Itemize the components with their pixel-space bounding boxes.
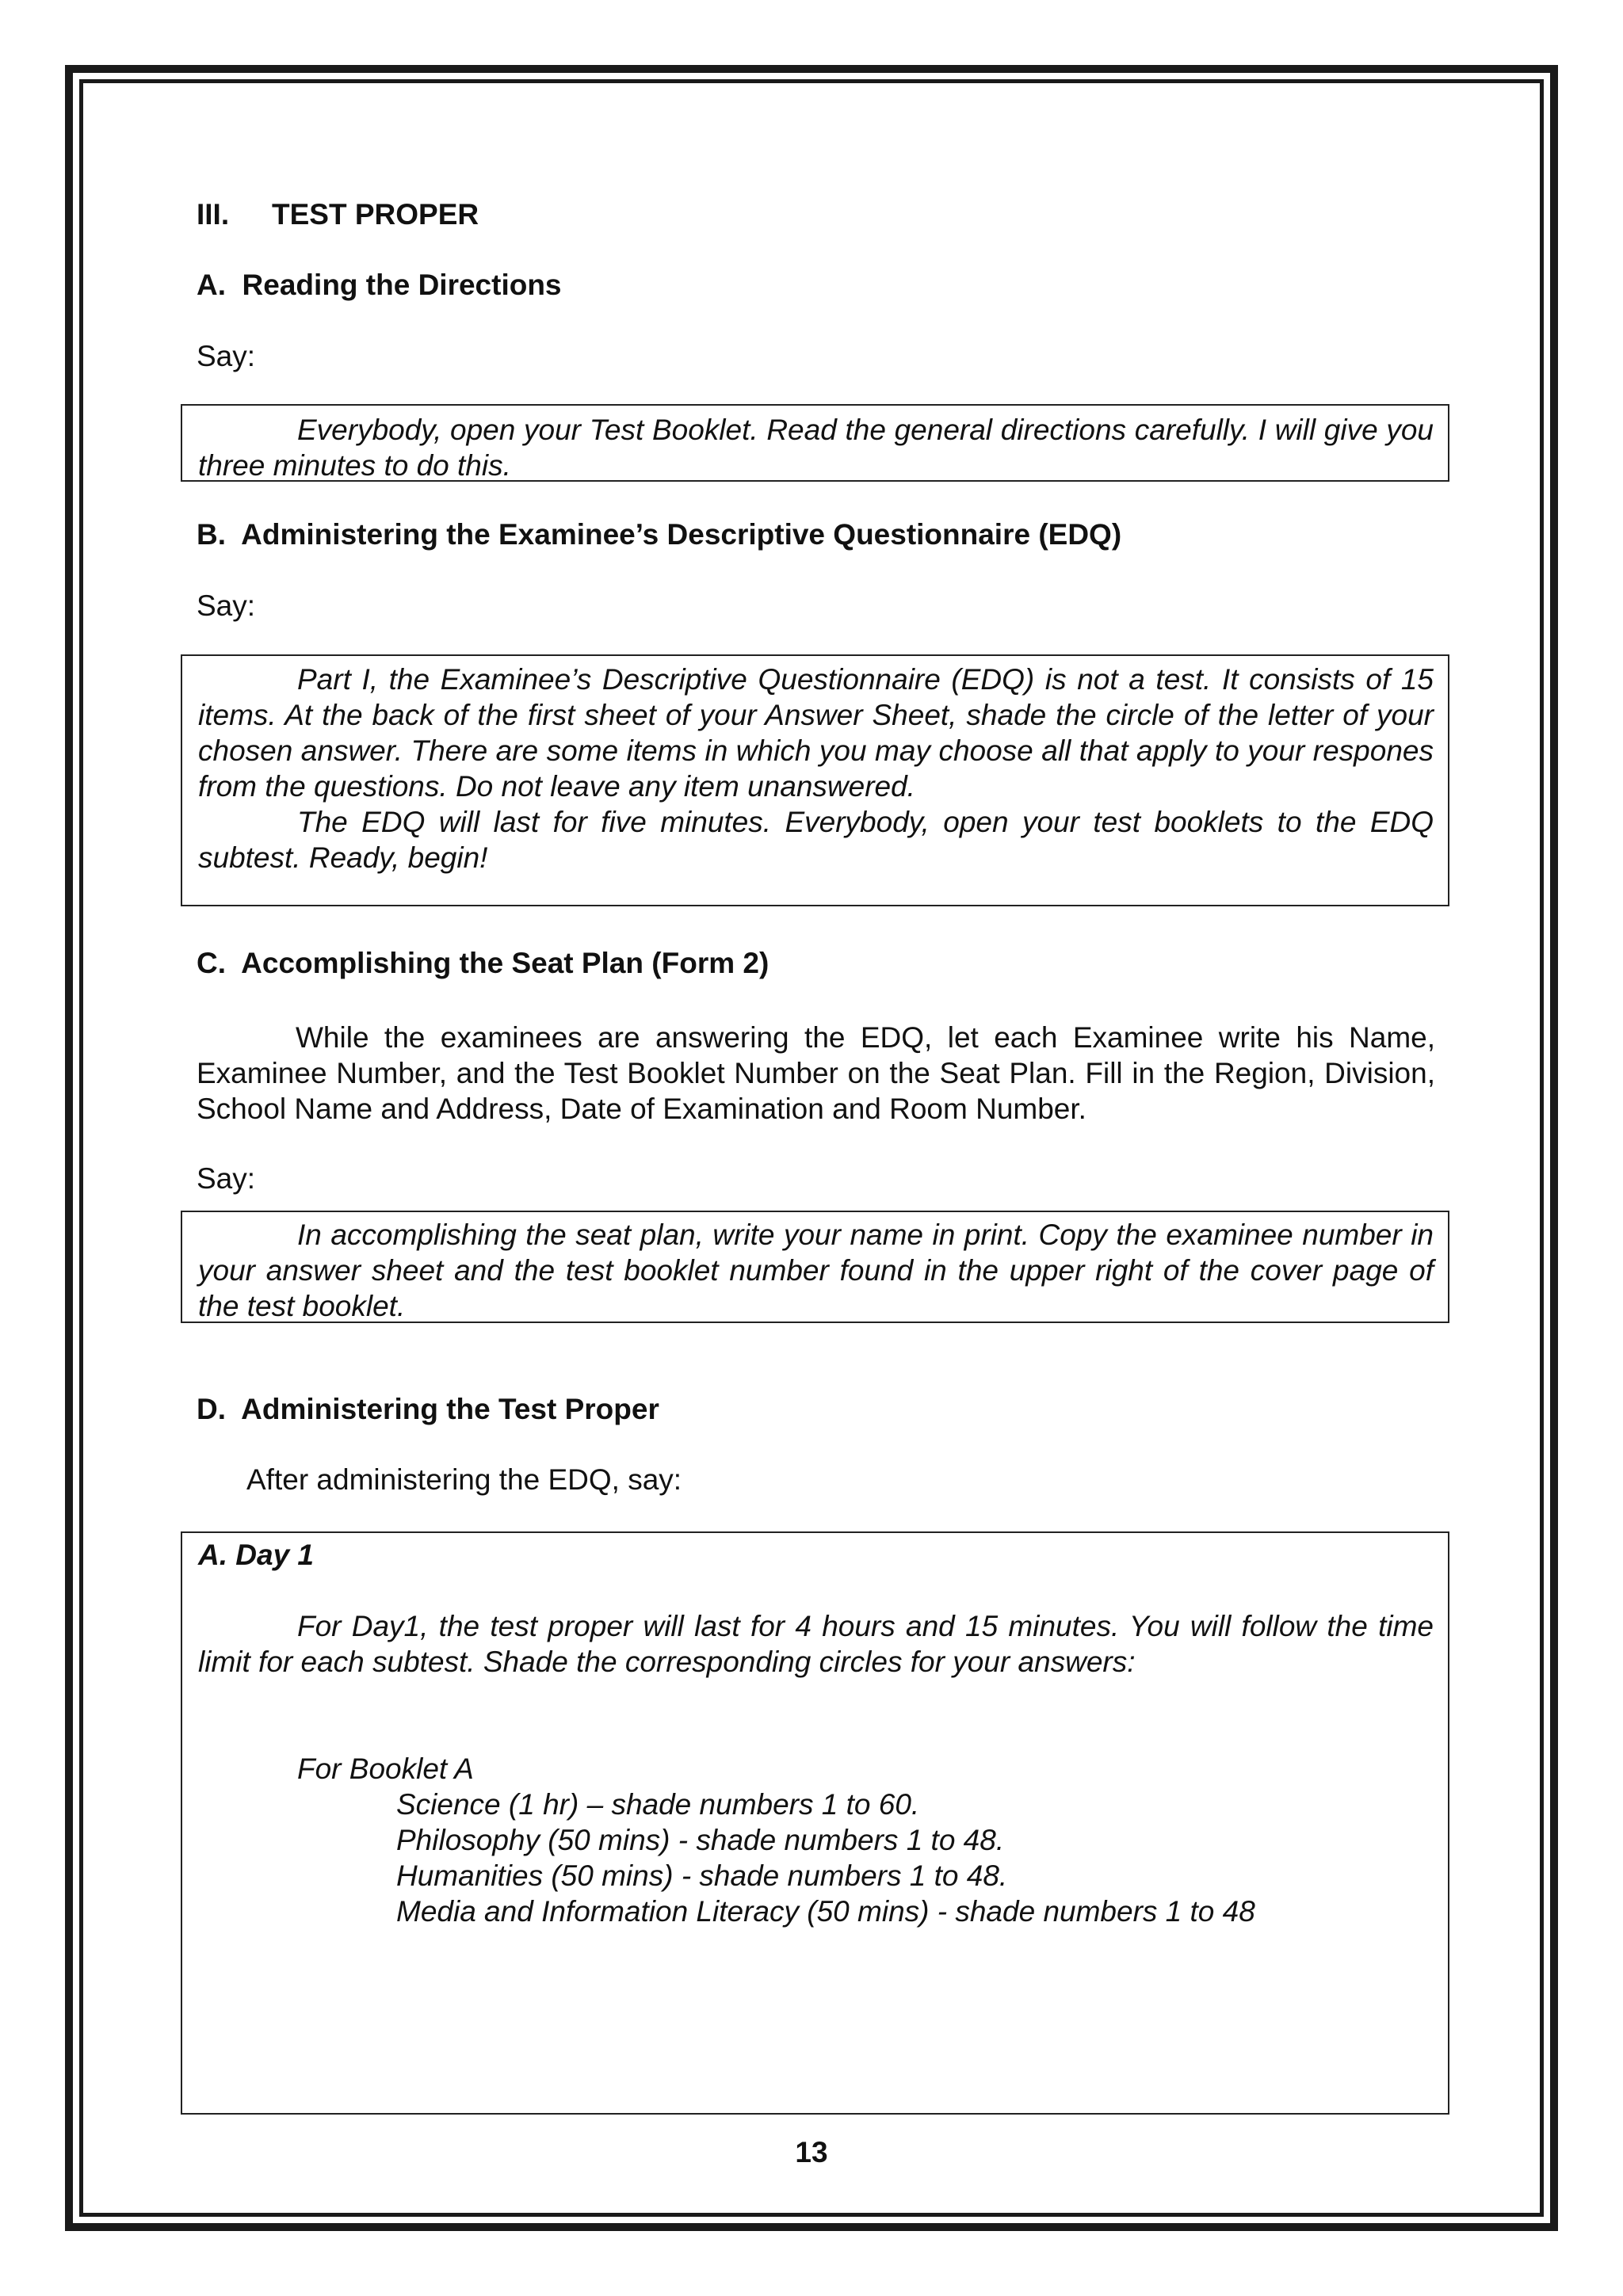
day1-title: A. Day 1 [198, 1539, 315, 1571]
heading-test-proper: D. Administering the Test Proper [197, 1393, 659, 1425]
say-text: In accomplishing the seat plan, write your name in print. Copy the examinee number in your answer sheet and the test booklet number found in the upper right of the cover page of the test booklet. [198, 1219, 1434, 1322]
say-box-day1 [181, 1531, 1449, 2115]
heading-seat-plan: C. Accomplishing the Seat Plan (Form 2) [197, 947, 769, 979]
say-text: The EDQ will last for five minutes. Everybody, open your test booklets to the EDQ subtest. Ready, begin! [198, 806, 1434, 874]
heading-reading-directions: A. Reading the Directions [197, 269, 562, 301]
subtest-item: Humanities (50 mins) - shade numbers 1 to 48. [396, 1859, 1008, 1892]
say-text: Part I, the Examinee’s Descriptive Questionnaire (EDQ) is not a test. It consists of 15 items. At the back of the first sheet of your Answer Sheet, shade the circle of the letter of your chosen answer. There are some items in which you may choose all that apply to your respones from the questions. Do not leave any item unanswered. [198, 663, 1434, 803]
say-label: Say: [197, 589, 256, 622]
say-box-edq [181, 654, 1449, 906]
section-numeral: III. [197, 198, 230, 231]
say-box-reading-directions [181, 404, 1449, 482]
say-text: Everybody, open your Test Booklet. Read the general directions carefully. I will give you three minutes to do this. [198, 414, 1434, 482]
booklet-label: For Booklet A [297, 1753, 474, 1785]
say-label: Say: [197, 1162, 256, 1195]
subtest-item: Philosophy (50 mins) - shade numbers 1 to 48. [396, 1824, 1005, 1856]
say-box-seat-plan [181, 1211, 1449, 1323]
section-title: TEST PROPER [272, 198, 479, 231]
say-label: Say: [197, 340, 256, 372]
test-proper-intro: After administering the EDQ, say: [246, 1463, 682, 1496]
seat-plan-instructions: While the examinees are answering the EDQ, let each Examinee write his Name, Examinee Number, and the Test Booklet Number on the Seat Plan. Fill in the Region, Division, School Name and Address, Date of Examination and Room Number. [197, 1021, 1435, 1125]
page-number: 13 [795, 2136, 828, 2168]
heading-edq: B. Administering the Examinee’s Descriptive Questionnaire (EDQ) [197, 518, 1122, 551]
subtest-item: Media and Information Literacy (50 mins) - shade numbers 1 to 48 [396, 1895, 1255, 1928]
day1-instructions: For Day1, the test proper will last for 4 hours and 15 minutes. You will follow the time limit for each subtest. Shade the corresponding circles for your answers: [198, 1610, 1434, 1678]
subtest-item: Science (1 hr) – shade numbers 1 to 60. [396, 1788, 920, 1821]
